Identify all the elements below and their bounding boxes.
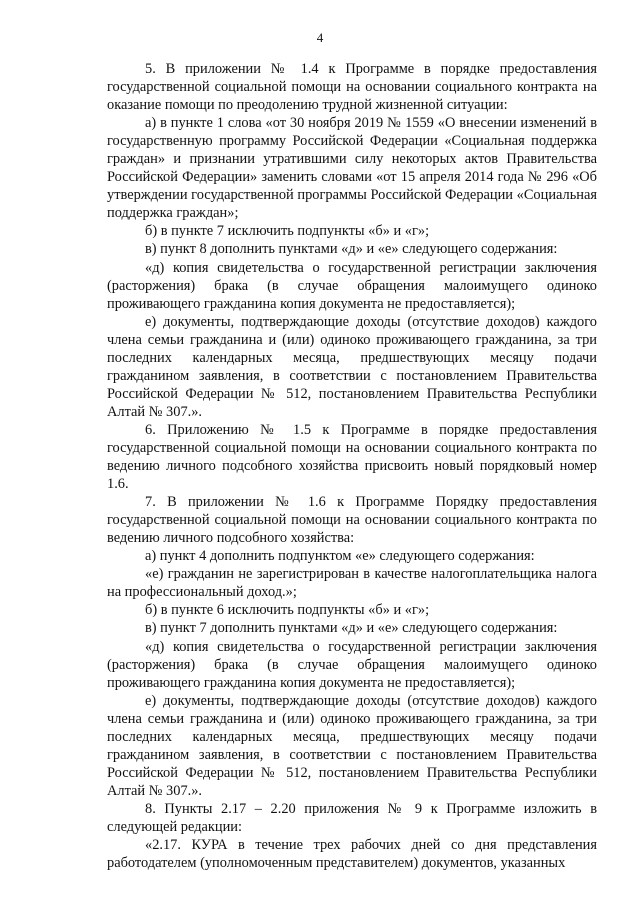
paragraph-5v-e: е) документы, подтверждающие доходы (отсутствие доходов) каждого члена семьи гражданина и (или) одиноко проживающего гражданина, за три последних календарных месяца, предшествующих месяцу подачи гражданином заявления, в соответствии с постановлением Правительства Российской Федерации № 512, постановлением Правительства Республики Алтай № 307.».: [107, 313, 597, 420]
paragraph-7-intro: 7. В приложении № 1.6 к Программе Порядку предоставления государственной социальной помощи на основании социального контракта по ведению личного подсобного хозяйства:: [107, 494, 597, 547]
paragraph-5b: б) в пункте 7 исключить подпункты «б» и «г»;: [145, 223, 430, 240]
paragraph-8: 8. Пункты 2.17 – 2.20 приложения № 9 к Программе изложить в следующей редакции:: [107, 800, 597, 835]
document-body: [107, 60, 597, 872]
paragraph-6: 6. Приложению № 1.5 к Программе в порядке предоставления государственной социальной помощи на основании социального контракта по ведению личного подсобного хозяйства присвоить новый порядковый номер 1.6.: [107, 421, 597, 493]
paragraph-2-17: «2.17. КУРА в течение трех рабочих дней со дня представления работодателем (уполномоченным представителем) документов, указанных: [107, 837, 597, 872]
paragraph-7b: б) в пункте 6 исключить подпункты «б» и «г»;: [145, 602, 430, 619]
paragraph-7v: в) пункт 7 дополнить пунктами «д» и «е» следующего содержания:: [145, 620, 558, 637]
paragraph-5-intro: 5. В приложении № 1.4 к Программе в порядке предоставления государственной социальной помощи на основании социального контракта на оказание помощи по преодолению трудной жизненной ситуации:: [107, 61, 597, 114]
page-number: 4: [316, 30, 324, 45]
paragraph-7a: а) пункт 4 дополнить подпунктом «е» следующего содержания:: [145, 548, 535, 565]
paragraph-7v-d: «д) копия свидетельства о государственной регистрации заключения (расторжения) брака (в случае обращения малоимущего одиноко проживающего гражданина копия документа не предоставляется);: [107, 638, 597, 691]
paragraph-5a: а) в пункте 1 слова «от 30 ноября 2019 № 1559 «О внесении изменений в государственную программу Российской Федерации «Социальная поддержка граждан» и признании утратившими силу некоторых актов Правительства Российской Федерации» заменить словами «от 15 апреля 2014 года № 296 «Об утверждении государственной программы Российской Федерации «Социальная поддержка граждан»;: [107, 115, 597, 222]
paragraph-5v-d: «д) копия свидетельства о государственной регистрации заключения (расторжения) брака (в случае обращения малоимущего одиноко проживающего гражданина копия документа не предоставляется);: [107, 259, 597, 312]
paragraph-7v-e: е) документы, подтверждающие доходы (отсутствие доходов) каждого члена семьи гражданина и (или) одиноко проживающего гражданина, за три последних календарных месяца, предшествующих месяцу подачи гражданином заявления, в соответствии с постановлением Правительства Российской Федерации № 512, постановлением Правительства Республики Алтай № 307.».: [107, 692, 597, 799]
paragraph-7a-e: «е) гражданин не зарегистрирован в качестве налогоплательщика налога на профессиональный доход.»;: [107, 566, 597, 601]
paragraph-5v: в) пункт 8 дополнить пунктами «д» и «е» следующего содержания:: [145, 241, 558, 258]
